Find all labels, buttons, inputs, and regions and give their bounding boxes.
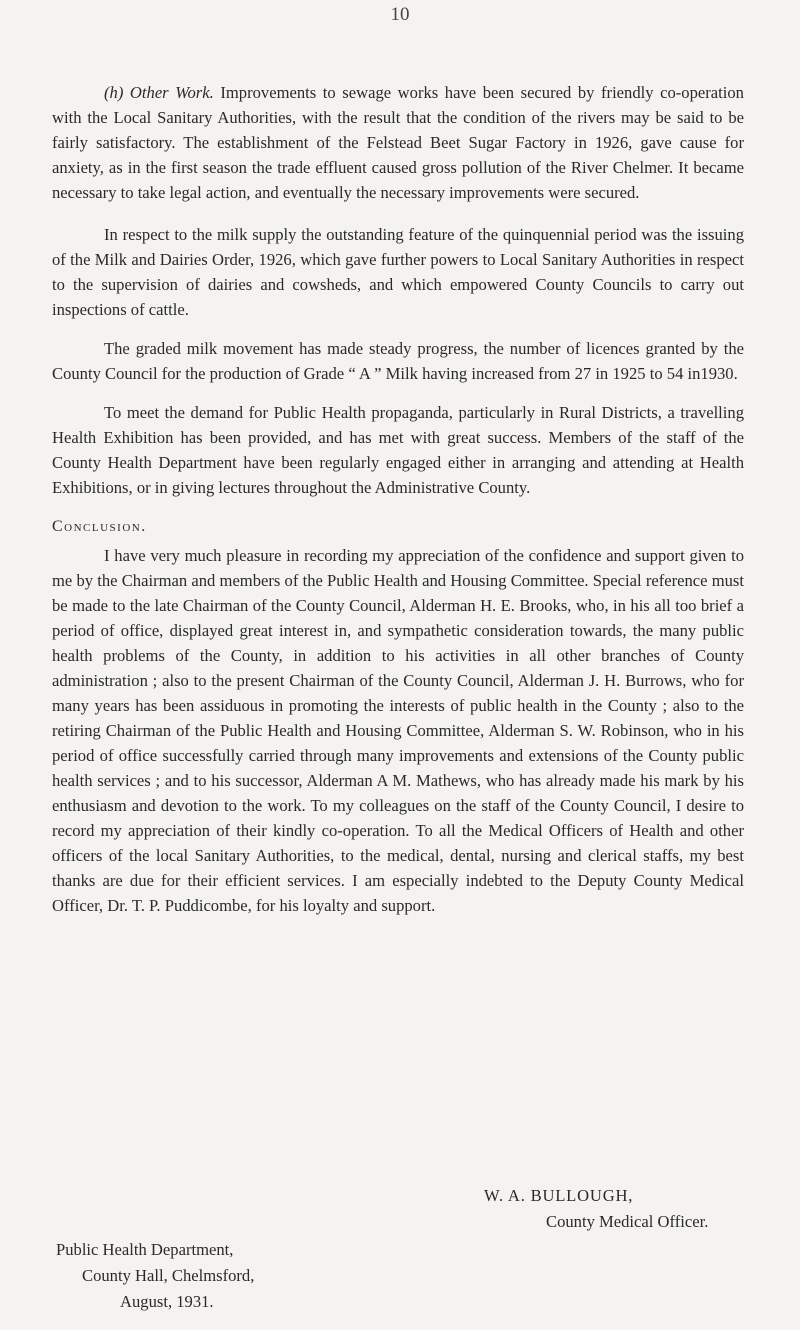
address-block [56, 1237, 356, 1315]
signature-block [484, 1183, 764, 1235]
other-work-label: (h) Other Work. [104, 83, 214, 102]
page-number: 10 [390, 4, 410, 25]
other-work-text: Improvements to sewage works have been secured by friendly co-operation with the Local Sanitary Authorities, with the result that the condition of the rivers may be said to be fairly satisfactory. The establishment of the Felstead Beet Sugar Factory in 1926, gave cause for anxiety, as in the first season the trade effluent caused gross pollution of the River Chelmer. It became necessary to take legal action, and eventually the necessary improvements were secured. [52, 83, 744, 202]
conclusion-heading: Conclusion. [52, 518, 147, 535]
address-date: August, 1931. [120, 1292, 214, 1311]
paragraph-milk-supply: In respect to the milk supply the outstanding feature of the quinquennial period was the issuing of the Milk and Dairies Order, 1926, which gave further powers to Local Sanitary Authorities in respect to the supervision of dairies and cowsheds, and which empowered County Councils to carry out inspections of cattle. [52, 225, 744, 319]
paragraph-propaganda: To meet the demand for Public Health propaganda, particularly in Rural Districts, a travelling Health Exhibition has been provided, and has met with great success. Members of the staff of the County Health Department have been regularly engaged either in arranging and attending at Health Exhibitions, or in giving lectures throughout the Administrative County. [52, 403, 744, 497]
address-line-2: County Hall, Chelmsford, [82, 1266, 255, 1285]
signatory-name: W. A. BULLOUGH, [484, 1186, 634, 1205]
paragraph-conclusion: I have very much pleasure in recording my appreciation of the confidence and support given to me by the Chairman and members of the Public Health and Housing Committee. Special reference must be made to the late Chairman of the County Council, Alderman H. E. Brooks, who, in his all too brief a period of office, displayed great interest in, and sympathetic consideration towards, the many public health problems of the County, in addition to his activities in all other branches of County administration ; also to the present Chairman of the County Council, Alderman J. H. Burrows, who for many years has been assiduous in promoting the interests of public health in the County ; also to the retiring Chairman of the Public Health and Housing Committee, Alderman S. W. Robinson, who in his period of office successfully carried through many improvements and extensions of the County public health services ; and to his successor, Alderman A M. Mathews, who has already made his mark by his enthusiasm and devotion to the work. To my colleagues on the staff of the County Council, I desire to record my appreciation of their kindly co-operation. To all the Medical Officers of Health and other officers of the local Sanitary Authorities, to the medical, dental, nursing and clerical staffs, my best thanks are due for their efficient services. I am especially indebted to the Deputy County Medical Officer, Dr. T. P. Puddicombe, for his loyalty and support. [52, 546, 744, 915]
body-text [52, 80, 744, 932]
address-line-1: Public Health Department, [56, 1240, 234, 1259]
paragraph-graded-milk: The graded milk movement has made steady progress, the number of licences granted by the County Council for the production of Grade “ A ” Milk having increased from 27 in 1925 to 54 in1930. [52, 339, 744, 383]
signatory-title: County Medical Officer. [546, 1212, 709, 1231]
paragraph-other-work [52, 80, 744, 205]
